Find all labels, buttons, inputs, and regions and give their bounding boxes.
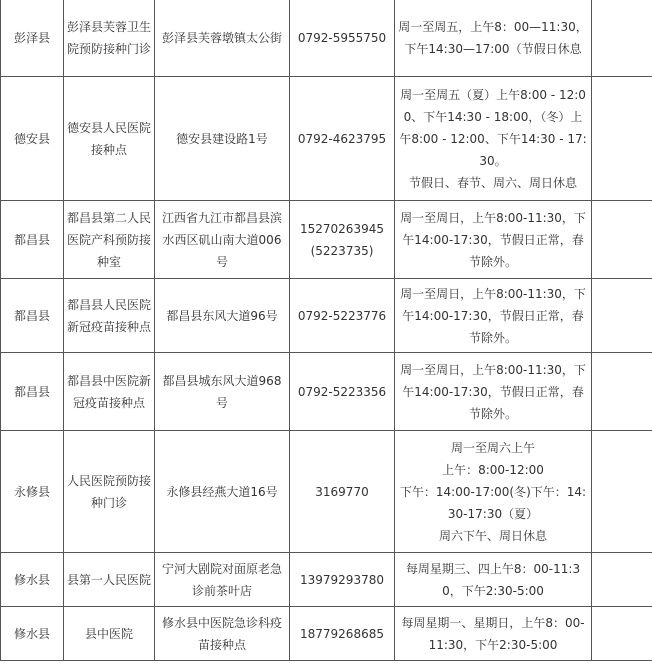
county-cell: 修水县 — [1, 553, 64, 607]
site-name-cell: 都昌县第二人民医院产科预防接种室 — [64, 201, 155, 279]
site-name-cell: 县第一人民医院 — [64, 553, 155, 607]
county-cell: 德安县 — [1, 77, 64, 201]
hours-line: 下午：14:00-17:00(冬)下午：14:30-17:30（夏） — [399, 484, 587, 521]
phone-cell: 13979293780 — [290, 553, 395, 607]
hours-line: 周一至周六上午 — [450, 440, 535, 455]
table-row — [1, 607, 652, 661]
hours-cell — [395, 353, 592, 431]
site-name-cell: 都昌县人民医院新冠疫苗接种点 — [64, 279, 155, 353]
address-cell: 修水县中医院急诊科疫苗接种点 — [155, 607, 290, 661]
hours-cell — [395, 201, 592, 279]
empty-cell — [592, 431, 652, 553]
phone-cell: 0792-5223356 — [290, 353, 395, 431]
phone-cell: 0792-5955750 — [290, 0, 395, 77]
table-row — [1, 0, 652, 77]
address-cell: 彭泽县芙蓉墩镇太公街 — [155, 0, 290, 77]
hours-cell — [395, 431, 592, 553]
table-row — [1, 201, 652, 279]
address-cell: 宁河大剧院对面原老急诊前茶叶店 — [155, 553, 290, 607]
address-cell: 都昌县东风大道96号 — [155, 279, 290, 353]
empty-cell — [592, 279, 652, 353]
phone-cell: 18779268685 — [290, 607, 395, 661]
county-cell: 都昌县 — [1, 353, 64, 431]
site-name-cell: 县中医院 — [64, 607, 155, 661]
site-name-cell: 彭泽县芙蓉卫生院预防接种门诊 — [64, 0, 155, 77]
county-cell: 修水县 — [1, 607, 64, 661]
phone-cell: 0792-4623795 — [290, 77, 395, 201]
table-row — [1, 77, 652, 201]
empty-cell — [592, 0, 652, 77]
hours-line: 周六下午、周日休息 — [438, 528, 547, 543]
hours-line: 每周星期三、四上午8：00-11:30，下午2:30-5:00 — [405, 561, 581, 598]
empty-cell — [592, 353, 652, 431]
county-cell: 彭泽县 — [1, 0, 64, 77]
hours-cell — [395, 607, 592, 661]
empty-cell — [592, 201, 652, 279]
address-cell: 江西省九江市都昌县滨水西区矶山南大道006号 — [155, 201, 290, 279]
hours-line: 每周星期一、星期日，上午8：00-11:30，下午2:30-5:00 — [401, 615, 585, 652]
address-cell: 德安县建设路1号 — [155, 77, 290, 201]
phone-cell: 0792-5223776 — [290, 279, 395, 353]
table-row — [1, 553, 652, 607]
site-name-cell: 都昌县中医院新冠疫苗接种点 — [64, 353, 155, 431]
table-row — [1, 431, 652, 553]
phone-cell: 3169770 — [290, 431, 395, 553]
hours-cell — [395, 553, 592, 607]
table-row — [1, 279, 652, 353]
hours-cell — [395, 279, 592, 353]
table-row — [1, 353, 652, 431]
county-cell: 都昌县 — [1, 201, 64, 279]
address-cell: 都昌县城东风大道968号 — [155, 353, 290, 431]
hours-cell — [395, 77, 592, 201]
hours-line: 周一至周五，上午8：00—11:30，下午14:30—17:00（节假日休息 — [398, 19, 588, 56]
site-name-cell: 德安县人民医院接种点 — [64, 77, 155, 201]
empty-cell — [592, 553, 652, 607]
county-cell: 永修县 — [1, 431, 64, 553]
hours-line: 上午：8:00-12:00 — [442, 462, 544, 477]
hours-cell — [395, 0, 592, 77]
address-cell: 永修县经燕大道16号 — [155, 431, 290, 553]
site-name-cell: 人民医院预防接种门诊 — [64, 431, 155, 553]
hours-line: 节假日、春节、周六、周日休息 — [408, 175, 577, 190]
phone-cell: 15270263945 (5223735) — [290, 201, 395, 279]
hours-line: 周一至周日，上午8:00-11:30，下午14:00-17:30，节假日正常，春节除外。 — [400, 210, 586, 269]
county-cell: 都昌县 — [1, 279, 64, 353]
empty-cell — [592, 607, 652, 661]
hours-line: 周一至周五（夏）上午8:00 - 12:00、下午14:30 - 18:00，（冬）上午8:00 - 12:00、下午14:30 - 17:30。 — [399, 87, 587, 168]
hours-line: 周一至周日，上午8:00-11:30，下午14:00-17:30，节假日正常，春节除外。 — [400, 362, 586, 421]
hours-line: 周一至周日，上午8:00-11:30，下午14:00-17:30，节假日正常，春节除外。 — [400, 286, 586, 345]
empty-cell — [592, 77, 652, 201]
